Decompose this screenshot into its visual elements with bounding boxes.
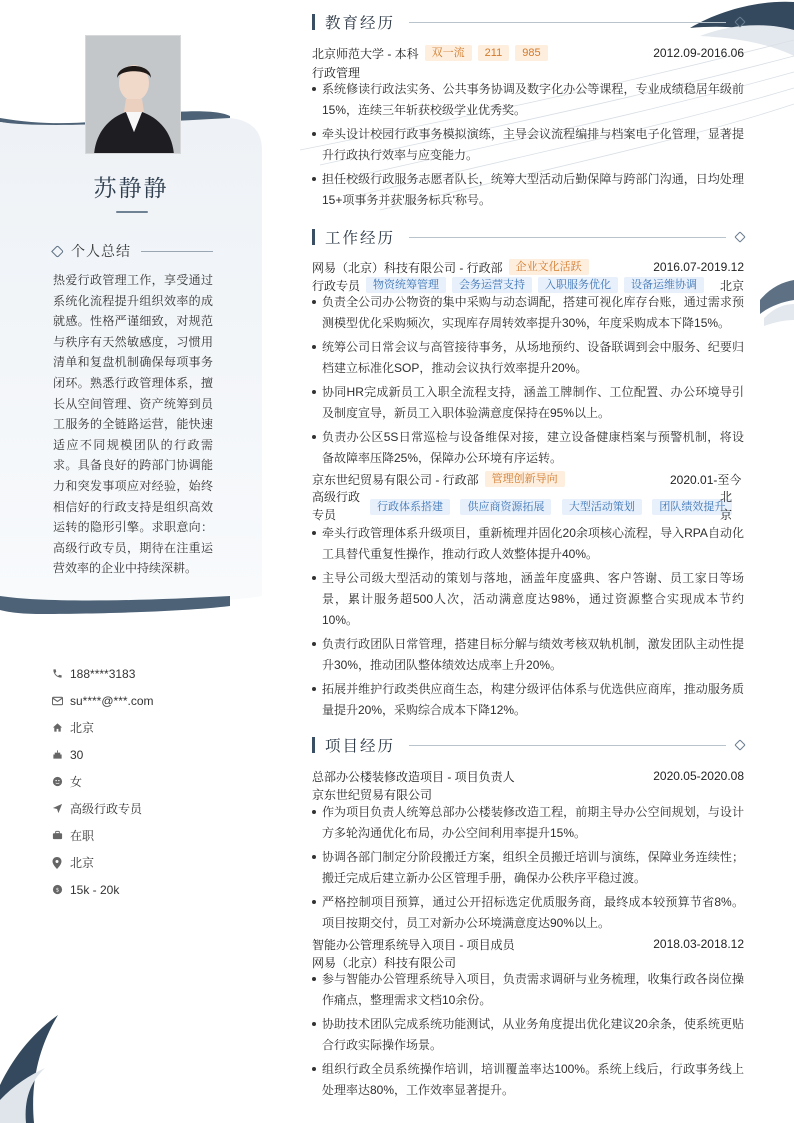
summary-title: 个人总结 — [71, 244, 131, 260]
phone-icon — [50, 667, 64, 681]
contact-email — [50, 687, 250, 714]
contact-status — [50, 822, 250, 849]
contact-target-city — [50, 849, 250, 876]
diamond-icon — [734, 739, 745, 750]
skill-tag: 供应商资源拓展 — [460, 499, 551, 515]
school-name: 北京师范大学 - 本科 — [312, 46, 419, 61]
project-bullets — [312, 802, 744, 937]
contact-gender-text: 女 — [70, 775, 83, 789]
job-row — [312, 470, 744, 488]
svg-text:$: $ — [55, 887, 59, 894]
contact-gender — [50, 768, 250, 795]
list-item: 负责全公司办公物资的集中采购与动态调配，搭建可视化库存台账，通过需求预测模型优化采购频次，实现库存周转效率提升30%，年度采购成本下降15%。 — [312, 292, 744, 334]
job-location: 北京 — [720, 490, 733, 522]
contact-city — [50, 714, 250, 741]
skill-tag: 大型活动策划 — [562, 499, 642, 515]
list-item: 协调各部门制定分阶段搬迁方案，组织全员搬迁培训与演练，保障业务连续性；搬迁完成后建立新办公区管理手册，确保办公秩序平稳过渡。 — [312, 847, 744, 889]
job-position: 行政专员 — [312, 278, 361, 293]
sidebar — [0, 0, 270, 1123]
contact-list — [50, 660, 250, 903]
location-pin-icon — [50, 856, 64, 870]
pin-icon — [51, 245, 64, 258]
avatar-icon — [86, 36, 181, 154]
project-bullets — [312, 969, 744, 1104]
job-date: 2016.07-2019.12 — [653, 260, 744, 274]
contact-status-text: 在职 — [70, 829, 95, 843]
job-bullets — [312, 292, 744, 472]
contact-target-city-text: 北京 — [70, 856, 95, 870]
list-item: 统筹公司日常会议与高管接待事务，从场地预约、设备联调到会中服务、纪要归档建立标准化SOP，推动会议执行效率提升20%。 — [312, 337, 744, 379]
work-title: 工作经历 — [325, 229, 396, 247]
education-heading — [312, 11, 744, 33]
job-bullets — [312, 523, 744, 724]
list-item: 牵头行政管理体系升级项目，重新梳理并固化20余项核心流程，导入RPA自动化工具替代重复性操作，推动行政人效整体提升40%。 — [312, 523, 744, 565]
main-content — [312, 0, 744, 1123]
project-name: 总部办公楼装修改造项目 - 项目负责人 — [312, 769, 515, 784]
education-bullets — [312, 79, 744, 214]
list-item: 协同HR完成新员工入职全流程支持，涵盖工牌制作、工位配置、办公环境导引及制度宣导，新员工入职体验满意度保持在95%以上。 — [312, 382, 744, 424]
home-icon — [50, 721, 64, 735]
send-icon — [50, 802, 64, 816]
skill-tag: 团队绩效提升 — [652, 499, 732, 515]
job-row — [312, 258, 744, 276]
project-date: 2020.05-2020.08 — [653, 769, 744, 783]
job-date: 2020.01-至今 — [670, 472, 742, 487]
gender-icon — [50, 775, 64, 789]
projects-title: 项目经历 — [325, 737, 396, 755]
work-heading — [312, 226, 744, 248]
project-org: 网易（北京）科技有限公司 — [312, 956, 457, 970]
school-tag: 211 — [478, 45, 510, 61]
briefcase-icon — [50, 829, 64, 843]
skill-tag: 入职服务优化 — [538, 277, 618, 293]
company-name: 网易（北京）科技有限公司 - 行政部 — [312, 260, 503, 275]
heading-line — [409, 237, 726, 238]
summary-text: 热爱行政管理工作，享受通过系统化流程提升组织效率的成就感。性格严谨细致，对规范与秩序有天然敏感度，习惯用清单和复盘机制确保每项事务闭环。熟悉行政管理体系，擅长从空间管理、资产统筹到员工服务的全链路运营，能快速适应不同规模团队的行政需求。具备良好的跨部门协调能力和突发事项应对经验，始终相信好的行政支持是组织高效运转的隐形引擎。求职意向：高级行政专员，期待在注重运营效率的企业中持续深耕。 — [53, 273, 213, 576]
heading-line — [409, 22, 726, 23]
education-major: 行政管理 — [312, 66, 361, 80]
profile-photo — [85, 35, 181, 154]
contact-position — [50, 795, 250, 822]
name-divider — [116, 211, 148, 213]
heading-bar — [312, 737, 315, 753]
skill-tag: 行政体系搭建 — [370, 499, 450, 515]
list-item: 协助技术团队完成系统功能测试，从业务角度提出优化建议20余条，使系统更贴合行政实际操作场景。 — [312, 1014, 744, 1056]
list-item: 组织行政全员系统操作培训，培训覆盖率达100%。系统上线后，行政事务线上处理率达80%，工作效率显著提升。 — [312, 1059, 744, 1101]
salary-icon — [50, 883, 64, 897]
job-location: 北京 — [719, 278, 744, 293]
contact-city-text: 北京 — [70, 721, 95, 735]
contact-age — [50, 741, 250, 768]
contact-phone-text: 188****3183 — [70, 666, 136, 681]
project-row — [312, 935, 744, 953]
contact-age-text: 30 — [70, 747, 84, 762]
list-item: 作为项目负责人统筹总部办公楼装修改造工程，前期主导办公空间规划，与设计方多轮沟通优化布局，办公空间利用率提升15%。 — [312, 802, 744, 844]
list-item: 负责办公区5S日常巡检与设备维保对接，建立设备健康档案与预警机制，将设备故障率压降25%，保障办公环境有序运转。 — [312, 427, 744, 469]
list-item: 拓展并维护行政类供应商生态，构建分级评估体系与优选供应商库，推动服务质量提升20%，采购综合成本下降12%。 — [312, 679, 744, 721]
education-row — [312, 44, 744, 62]
candidate-name: 苏静静 — [93, 176, 169, 202]
company-tag: 企业文化活跃 — [509, 259, 589, 275]
list-item: 主导公司级大型活动的策划与落地，涵盖年度盛典、客户答谢、员工家日等场景，累计服务超500人次，活动满意度达98%，通过资源整合实现成本节约10%。 — [312, 568, 744, 631]
heading-bar — [312, 14, 315, 30]
contact-email-text: su****@***.com — [70, 693, 154, 708]
summary-heading — [53, 241, 213, 261]
company-name: 京东世纪贸易有限公司 - 行政部 — [312, 472, 479, 487]
skill-tag: 会务运营支持 — [452, 277, 532, 293]
project-name: 智能办公管理系统导入项目 - 项目成员 — [312, 937, 515, 952]
skill-tags — [364, 497, 732, 515]
heading-line — [409, 745, 726, 746]
list-item: 负责行政团队日常管理，搭建目标分解与绩效考核双轨机制，激发团队主动性提升30%，推动团队整体绩效达成率上升20%。 — [312, 634, 744, 676]
contact-phone — [50, 660, 250, 687]
list-item: 参与智能办公管理系统导入项目，负责需求调研与业务梳理，收集行政各岗位操作痛点，整理需求文档10余份。 — [312, 969, 744, 1011]
company-tag: 管理创新导向 — [485, 471, 565, 487]
project-date: 2018.03-2018.12 — [653, 937, 744, 951]
diamond-icon — [734, 231, 745, 242]
education-title: 教育经历 — [325, 14, 396, 32]
skill-tag: 物资统筹管理 — [366, 277, 446, 293]
project-org: 京东世纪贸易有限公司 — [312, 788, 433, 802]
contact-salary — [50, 876, 250, 903]
mail-icon — [50, 694, 64, 708]
education-date: 2012.09-2016.06 — [653, 46, 744, 60]
list-item: 严格控制项目预算，通过公开招标选定优质服务商，最终成本较预算节省8%。项目按期交付，员工对新办公环境满意度达90%以上。 — [312, 892, 744, 934]
list-item: 牵头设计校园行政事务模拟演练，主导会议流程编排与档案电子化管理，显著提升行政执行效率与应变能力。 — [312, 124, 744, 166]
skill-tag: 设备运维协调 — [624, 277, 704, 293]
diamond-icon — [734, 16, 745, 27]
project-row — [312, 767, 744, 785]
heading-bar — [312, 229, 315, 245]
list-item: 担任校级行政服务志愿者队长，统筹大型活动后勤保障与跨部门沟通，日均处理15+项事务并获'服务标兵'称号。 — [312, 169, 744, 211]
cake-icon — [50, 748, 64, 762]
contact-position-text: 高级行政专员 — [70, 802, 143, 816]
job-position: 高级行政专员 — [312, 490, 361, 522]
contact-salary-text: 15k - 20k — [70, 882, 120, 897]
list-item: 系统修读行政法实务、公共事务协调及数字化办公等课程，专业成绩稳居年级前15%，连续三年斩获校级学业优秀奖。 — [312, 79, 744, 121]
school-tag: 985 — [515, 45, 547, 61]
projects-heading — [312, 734, 744, 756]
summary-heading-line — [141, 251, 213, 252]
school-tag: 双一流 — [425, 45, 472, 61]
